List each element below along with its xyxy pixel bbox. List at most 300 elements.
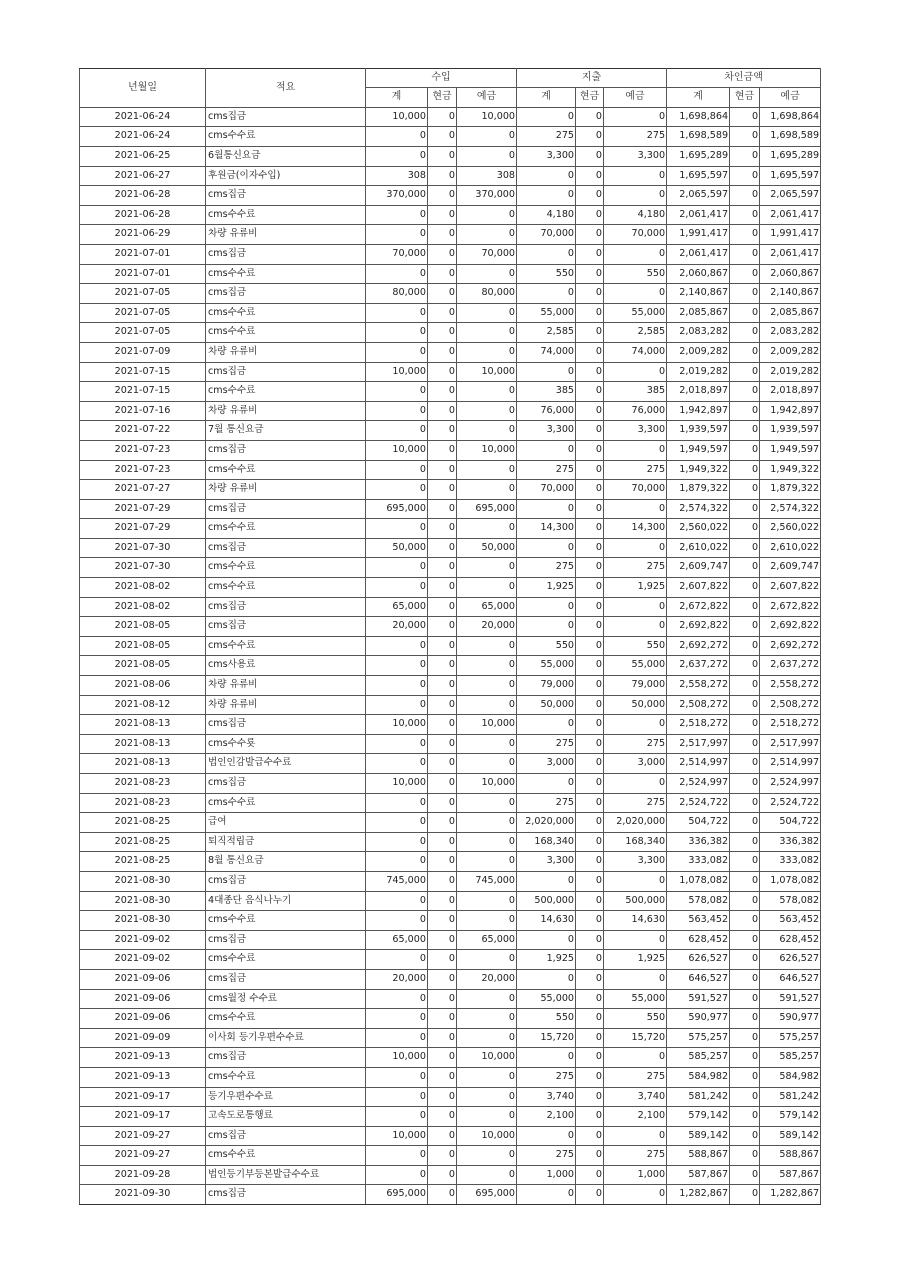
income-deposit-cell: 0	[457, 656, 517, 676]
balance-cash-cell: 0	[730, 656, 760, 676]
description-cell: cms수수료	[206, 323, 366, 343]
expense-deposit-cell: 3,740	[604, 1087, 667, 1107]
expense-total-cell: 74,000	[517, 342, 576, 362]
income-cash-header: 현금	[428, 88, 457, 107]
expense-total-cell: 275	[517, 558, 576, 578]
income-deposit-cell: 370,000	[457, 186, 517, 206]
balance-total-cell: 2,508,272	[667, 695, 730, 715]
description-cell: 차량 유류비	[206, 676, 366, 696]
table-row	[80, 323, 821, 343]
income-total-cell: 370,000	[366, 186, 428, 206]
balance-deposit-cell: 588,867	[760, 1146, 821, 1166]
expense-deposit-cell: 0	[604, 715, 667, 735]
date-cell: 2021-07-01	[80, 264, 206, 284]
balance-total-cell: 2,019,282	[667, 362, 730, 382]
income-total-cell: 0	[366, 1009, 428, 1029]
expense-total-cell: 55,000	[517, 989, 576, 1009]
expense-cash-cell: 0	[576, 264, 604, 284]
balance-total-cell: 578,082	[667, 891, 730, 911]
balance-deposit-cell: 584,982	[760, 1067, 821, 1087]
description-cell: cms집금	[206, 362, 366, 382]
balance-total-cell: 2,060,867	[667, 264, 730, 284]
expense-deposit-cell: 55,000	[604, 989, 667, 1009]
table-row	[80, 440, 821, 460]
balance-deposit-cell: 333,082	[760, 852, 821, 872]
description-cell: 고속도로통행료	[206, 1107, 366, 1127]
expense-total-cell: 3,300	[517, 852, 576, 872]
income-cash-cell: 0	[428, 538, 457, 558]
table-row	[80, 969, 821, 989]
expense-cash-cell: 0	[576, 1028, 604, 1048]
expense-group-header: 지출	[517, 69, 667, 88]
balance-deposit-cell: 2,610,022	[760, 538, 821, 558]
income-cash-cell: 0	[428, 558, 457, 578]
income-deposit-cell: 0	[457, 1107, 517, 1127]
balance-deposit-cell: 581,242	[760, 1087, 821, 1107]
income-total-cell: 0	[366, 734, 428, 754]
table-row	[80, 852, 821, 872]
balance-deposit-header: 예금	[760, 88, 821, 107]
date-cell: 2021-07-29	[80, 499, 206, 519]
income-deposit-cell: 20,000	[457, 969, 517, 989]
expense-cash-cell: 0	[576, 147, 604, 167]
col-desc-header: 적요	[206, 69, 366, 108]
balance-total-cell: 333,082	[667, 852, 730, 872]
balance-total-cell: 2,524,997	[667, 774, 730, 794]
table-row	[80, 303, 821, 323]
expense-total-cell: 79,000	[517, 676, 576, 696]
income-deposit-cell: 10,000	[457, 715, 517, 735]
income-deposit-cell: 10,000	[457, 1048, 517, 1068]
date-cell: 2021-08-25	[80, 832, 206, 852]
date-cell: 2021-08-02	[80, 578, 206, 598]
date-cell: 2021-06-25	[80, 147, 206, 167]
table-row	[80, 342, 821, 362]
income-cash-cell: 0	[428, 1009, 457, 1029]
date-cell: 2021-07-23	[80, 460, 206, 480]
income-deposit-cell: 0	[457, 1146, 517, 1166]
income-deposit-cell: 0	[457, 1009, 517, 1029]
income-deposit-cell: 10,000	[457, 440, 517, 460]
balance-deposit-cell: 2,140,867	[760, 284, 821, 304]
date-cell: 2021-09-17	[80, 1107, 206, 1127]
expense-total-cell: 275	[517, 1146, 576, 1166]
date-cell: 2021-07-22	[80, 421, 206, 441]
income-cash-cell: 0	[428, 382, 457, 402]
date-cell: 2021-06-24	[80, 107, 206, 127]
income-total-cell: 10,000	[366, 107, 428, 127]
expense-total-cell: 0	[517, 774, 576, 794]
expense-total-cell: 0	[517, 166, 576, 186]
description-cell: cms집금	[206, 107, 366, 127]
expense-cash-cell: 0	[576, 558, 604, 578]
income-cash-cell: 0	[428, 107, 457, 127]
table-row	[80, 1185, 821, 1205]
balance-deposit-cell: 575,257	[760, 1028, 821, 1048]
income-cash-cell: 0	[428, 225, 457, 245]
expense-cash-cell: 0	[576, 852, 604, 872]
income-total-cell: 0	[366, 205, 428, 225]
expense-cash-cell: 0	[576, 480, 604, 500]
expense-total-cell: 14,300	[517, 519, 576, 539]
balance-deposit-cell: 336,382	[760, 832, 821, 852]
description-cell: 차량 유류비	[206, 695, 366, 715]
balance-total-cell: 1,949,322	[667, 460, 730, 480]
income-total-cell: 0	[366, 342, 428, 362]
balance-total-cell: 591,527	[667, 989, 730, 1009]
balance-cash-cell: 0	[730, 558, 760, 578]
income-total-cell: 0	[366, 401, 428, 421]
expense-total-cell: 0	[517, 107, 576, 127]
income-total-cell: 695,000	[366, 499, 428, 519]
description-cell: cms수수료	[206, 558, 366, 578]
income-deposit-cell: 0	[457, 695, 517, 715]
expense-deposit-cell: 0	[604, 597, 667, 617]
balance-cash-cell: 0	[730, 676, 760, 696]
date-cell: 2021-09-28	[80, 1165, 206, 1185]
balance-total-cell: 588,867	[667, 1146, 730, 1166]
table-row	[80, 1087, 821, 1107]
income-total-cell: 0	[366, 1067, 428, 1087]
table-row	[80, 1165, 821, 1185]
balance-cash-cell: 0	[730, 1087, 760, 1107]
table-row	[80, 205, 821, 225]
expense-deposit-cell: 0	[604, 440, 667, 460]
expense-deposit-cell: 0	[604, 284, 667, 304]
expense-cash-cell: 0	[576, 107, 604, 127]
balance-total-cell: 2,018,897	[667, 382, 730, 402]
income-deposit-cell: 0	[457, 911, 517, 931]
table-row	[80, 107, 821, 127]
income-cash-cell: 0	[428, 871, 457, 891]
income-deposit-cell: 0	[457, 401, 517, 421]
income-total-cell: 0	[366, 1028, 428, 1048]
balance-cash-cell: 0	[730, 1146, 760, 1166]
description-cell: cms집금	[206, 499, 366, 519]
balance-total-cell: 1,939,597	[667, 421, 730, 441]
date-cell: 2021-06-29	[80, 225, 206, 245]
income-total-cell: 0	[366, 264, 428, 284]
balance-total-cell: 1,698,589	[667, 127, 730, 147]
balance-total-cell: 646,527	[667, 969, 730, 989]
income-deposit-cell: 0	[457, 1028, 517, 1048]
balance-deposit-cell: 1,695,597	[760, 166, 821, 186]
income-cash-cell: 0	[428, 480, 457, 500]
balance-total-cell: 579,142	[667, 1107, 730, 1127]
expense-cash-cell: 0	[576, 1067, 604, 1087]
table-row	[80, 401, 821, 421]
expense-total-cell: 0	[517, 871, 576, 891]
balance-total-cell: 2,574,322	[667, 499, 730, 519]
balance-total-cell: 585,257	[667, 1048, 730, 1068]
balance-cash-cell: 0	[730, 852, 760, 872]
expense-cash-cell: 0	[576, 1087, 604, 1107]
balance-cash-cell: 0	[730, 460, 760, 480]
income-cash-cell: 0	[428, 460, 457, 480]
expense-cash-cell: 0	[576, 1185, 604, 1205]
table-row	[80, 656, 821, 676]
table-row	[80, 519, 821, 539]
expense-deposit-cell: 0	[604, 1185, 667, 1205]
table-row	[80, 871, 821, 891]
balance-cash-cell: 0	[730, 225, 760, 245]
date-cell: 2021-08-30	[80, 871, 206, 891]
expense-total-cell: 2,100	[517, 1107, 576, 1127]
description-cell: cms수수료	[206, 303, 366, 323]
balance-cash-cell: 0	[730, 793, 760, 813]
income-deposit-cell: 0	[457, 323, 517, 343]
income-cash-cell: 0	[428, 342, 457, 362]
income-deposit-cell: 0	[457, 793, 517, 813]
income-deposit-cell: 0	[457, 342, 517, 362]
table-row	[80, 382, 821, 402]
expense-cash-cell: 0	[576, 676, 604, 696]
income-cash-cell: 0	[428, 244, 457, 264]
balance-deposit-cell: 2,524,722	[760, 793, 821, 813]
description-cell: cms집금	[206, 715, 366, 735]
date-cell: 2021-09-09	[80, 1028, 206, 1048]
income-deposit-cell: 0	[457, 852, 517, 872]
balance-cash-cell: 0	[730, 636, 760, 656]
expense-deposit-cell: 2,100	[604, 1107, 667, 1127]
balance-cash-cell: 0	[730, 342, 760, 362]
table-row	[80, 832, 821, 852]
balance-deposit-cell: 591,527	[760, 989, 821, 1009]
ledger-header	[80, 69, 821, 108]
income-total-cell: 0	[366, 147, 428, 167]
description-cell: cms수수료	[206, 127, 366, 147]
income-deposit-cell: 695,000	[457, 1185, 517, 1205]
expense-deposit-cell: 70,000	[604, 225, 667, 245]
date-cell: 2021-08-25	[80, 813, 206, 833]
expense-deposit-cell: 0	[604, 1048, 667, 1068]
balance-total-cell: 2,009,282	[667, 342, 730, 362]
expense-total-cell: 0	[517, 186, 576, 206]
date-cell: 2021-09-30	[80, 1185, 206, 1205]
balance-deposit-cell: 2,083,282	[760, 323, 821, 343]
date-cell: 2021-07-05	[80, 323, 206, 343]
balance-total-cell: 1,695,597	[667, 166, 730, 186]
balance-total-cell: 563,452	[667, 911, 730, 931]
balance-total-cell: 2,610,022	[667, 538, 730, 558]
balance-deposit-cell: 626,527	[760, 950, 821, 970]
income-cash-cell: 0	[428, 1028, 457, 1048]
income-total-cell: 695,000	[366, 1185, 428, 1205]
income-cash-cell: 0	[428, 715, 457, 735]
balance-deposit-cell: 589,142	[760, 1126, 821, 1146]
income-deposit-cell: 0	[457, 147, 517, 167]
expense-total-cell: 4,180	[517, 205, 576, 225]
balance-deposit-cell: 579,142	[760, 1107, 821, 1127]
description-cell: cms수수룟	[206, 734, 366, 754]
expense-total-cell: 14,630	[517, 911, 576, 931]
date-cell: 2021-08-23	[80, 774, 206, 794]
expense-deposit-cell: 15,720	[604, 1028, 667, 1048]
balance-deposit-cell: 2,085,867	[760, 303, 821, 323]
expense-cash-cell: 0	[576, 1048, 604, 1068]
expense-deposit-cell: 0	[604, 871, 667, 891]
income-deposit-cell: 10,000	[457, 107, 517, 127]
expense-total-cell: 0	[517, 284, 576, 304]
income-total-cell: 0	[366, 225, 428, 245]
table-row	[80, 1028, 821, 1048]
description-cell: cms수수료	[206, 519, 366, 539]
income-total-cell: 10,000	[366, 362, 428, 382]
balance-cash-cell: 0	[730, 205, 760, 225]
description-cell: 법인인감발급수수료	[206, 754, 366, 774]
table-row	[80, 715, 821, 735]
income-total-header: 계	[366, 88, 428, 107]
income-total-cell: 20,000	[366, 969, 428, 989]
balance-deposit-cell: 646,527	[760, 969, 821, 989]
date-cell: 2021-09-02	[80, 930, 206, 950]
balance-cash-cell: 0	[730, 323, 760, 343]
expense-cash-cell: 0	[576, 303, 604, 323]
expense-cash-cell: 0	[576, 774, 604, 794]
income-total-cell: 10,000	[366, 774, 428, 794]
balance-cash-cell: 0	[730, 362, 760, 382]
expense-cash-cell: 0	[576, 989, 604, 1009]
income-cash-cell: 0	[428, 793, 457, 813]
date-cell: 2021-06-27	[80, 166, 206, 186]
balance-cash-cell: 0	[730, 1165, 760, 1185]
description-cell: cms집금	[206, 871, 366, 891]
balance-cash-cell: 0	[730, 244, 760, 264]
income-cash-cell: 0	[428, 127, 457, 147]
balance-deposit-cell: 2,607,822	[760, 578, 821, 598]
expense-total-header: 계	[517, 88, 576, 107]
expense-deposit-cell: 0	[604, 617, 667, 637]
expense-cash-cell: 0	[576, 597, 604, 617]
table-row	[80, 793, 821, 813]
expense-deposit-cell: 275	[604, 1067, 667, 1087]
income-deposit-cell: 0	[457, 754, 517, 774]
balance-cash-cell: 0	[730, 754, 760, 774]
expense-cash-cell: 0	[576, 401, 604, 421]
date-cell: 2021-09-17	[80, 1087, 206, 1107]
balance-total-cell: 584,982	[667, 1067, 730, 1087]
balance-deposit-cell: 2,609,747	[760, 558, 821, 578]
income-deposit-cell: 695,000	[457, 499, 517, 519]
income-deposit-cell: 0	[457, 205, 517, 225]
income-total-cell: 0	[366, 656, 428, 676]
income-deposit-cell: 745,000	[457, 871, 517, 891]
date-cell: 2021-06-24	[80, 127, 206, 147]
income-total-cell: 0	[366, 1146, 428, 1166]
income-total-cell: 0	[366, 891, 428, 911]
income-cash-cell: 0	[428, 774, 457, 794]
income-total-cell: 10,000	[366, 715, 428, 735]
balance-deposit-cell: 2,672,822	[760, 597, 821, 617]
balance-cash-cell: 0	[730, 989, 760, 1009]
balance-cash-cell: 0	[730, 950, 760, 970]
expense-total-cell: 3,000	[517, 754, 576, 774]
expense-cash-header: 현금	[576, 88, 604, 107]
description-cell: cms수수료	[206, 636, 366, 656]
balance-deposit-cell: 2,524,997	[760, 774, 821, 794]
income-total-cell: 10,000	[366, 1048, 428, 1068]
description-cell: cms집금	[206, 1048, 366, 1068]
balance-deposit-cell: 2,019,282	[760, 362, 821, 382]
income-deposit-cell: 0	[457, 519, 517, 539]
balance-total-cell: 2,637,272	[667, 656, 730, 676]
income-deposit-cell: 0	[457, 891, 517, 911]
income-total-cell: 0	[366, 695, 428, 715]
date-cell: 2021-08-13	[80, 734, 206, 754]
income-cash-cell: 0	[428, 578, 457, 598]
expense-total-cell: 275	[517, 1067, 576, 1087]
table-row	[80, 264, 821, 284]
expense-deposit-cell: 500,000	[604, 891, 667, 911]
balance-deposit-cell: 2,637,272	[760, 656, 821, 676]
balance-deposit-cell: 1,949,322	[760, 460, 821, 480]
description-cell: cms월정 수수료	[206, 989, 366, 1009]
income-cash-cell: 0	[428, 323, 457, 343]
date-cell: 2021-08-05	[80, 636, 206, 656]
expense-cash-cell: 0	[576, 382, 604, 402]
balance-cash-cell: 0	[730, 499, 760, 519]
expense-total-cell: 70,000	[517, 480, 576, 500]
table-row	[80, 636, 821, 656]
col-date-header: 년월일	[80, 69, 206, 108]
date-cell: 2021-08-02	[80, 597, 206, 617]
balance-total-cell: 336,382	[667, 832, 730, 852]
income-cash-cell: 0	[428, 147, 457, 167]
description-cell: cms집금	[206, 538, 366, 558]
expense-cash-cell: 0	[576, 284, 604, 304]
income-total-cell: 0	[366, 323, 428, 343]
date-cell: 2021-08-13	[80, 754, 206, 774]
date-cell: 2021-09-13	[80, 1048, 206, 1068]
balance-cash-cell: 0	[730, 1185, 760, 1205]
description-cell: cms수수료	[206, 1146, 366, 1166]
expense-deposit-cell: 0	[604, 969, 667, 989]
balance-deposit-cell: 2,692,822	[760, 617, 821, 637]
expense-deposit-cell: 50,000	[604, 695, 667, 715]
expense-cash-cell: 0	[576, 519, 604, 539]
income-total-cell: 0	[366, 676, 428, 696]
table-row	[80, 676, 821, 696]
expense-cash-cell: 0	[576, 205, 604, 225]
date-cell: 2021-06-28	[80, 205, 206, 225]
expense-deposit-cell: 275	[604, 460, 667, 480]
table-row	[80, 1048, 821, 1068]
income-cash-cell: 0	[428, 1107, 457, 1127]
income-cash-cell: 0	[428, 1048, 457, 1068]
table-row	[80, 989, 821, 1009]
balance-deposit-cell: 1,949,597	[760, 440, 821, 460]
income-total-cell: 65,000	[366, 930, 428, 950]
expense-deposit-cell: 1,925	[604, 578, 667, 598]
table-row	[80, 1146, 821, 1166]
balance-cash-cell: 0	[730, 695, 760, 715]
table-row	[80, 460, 821, 480]
expense-cash-cell: 0	[576, 1146, 604, 1166]
income-total-cell: 0	[366, 519, 428, 539]
expense-deposit-cell: 0	[604, 244, 667, 264]
description-cell: 8월 통신요금	[206, 852, 366, 872]
income-deposit-cell: 50,000	[457, 538, 517, 558]
balance-deposit-cell: 2,574,322	[760, 499, 821, 519]
expense-total-cell: 55,000	[517, 656, 576, 676]
balance-cash-cell: 0	[730, 871, 760, 891]
income-cash-cell: 0	[428, 754, 457, 774]
date-cell: 2021-07-15	[80, 362, 206, 382]
date-cell: 2021-08-30	[80, 891, 206, 911]
income-total-cell: 0	[366, 382, 428, 402]
balance-total-cell: 1,879,322	[667, 480, 730, 500]
date-cell: 2021-09-06	[80, 989, 206, 1009]
